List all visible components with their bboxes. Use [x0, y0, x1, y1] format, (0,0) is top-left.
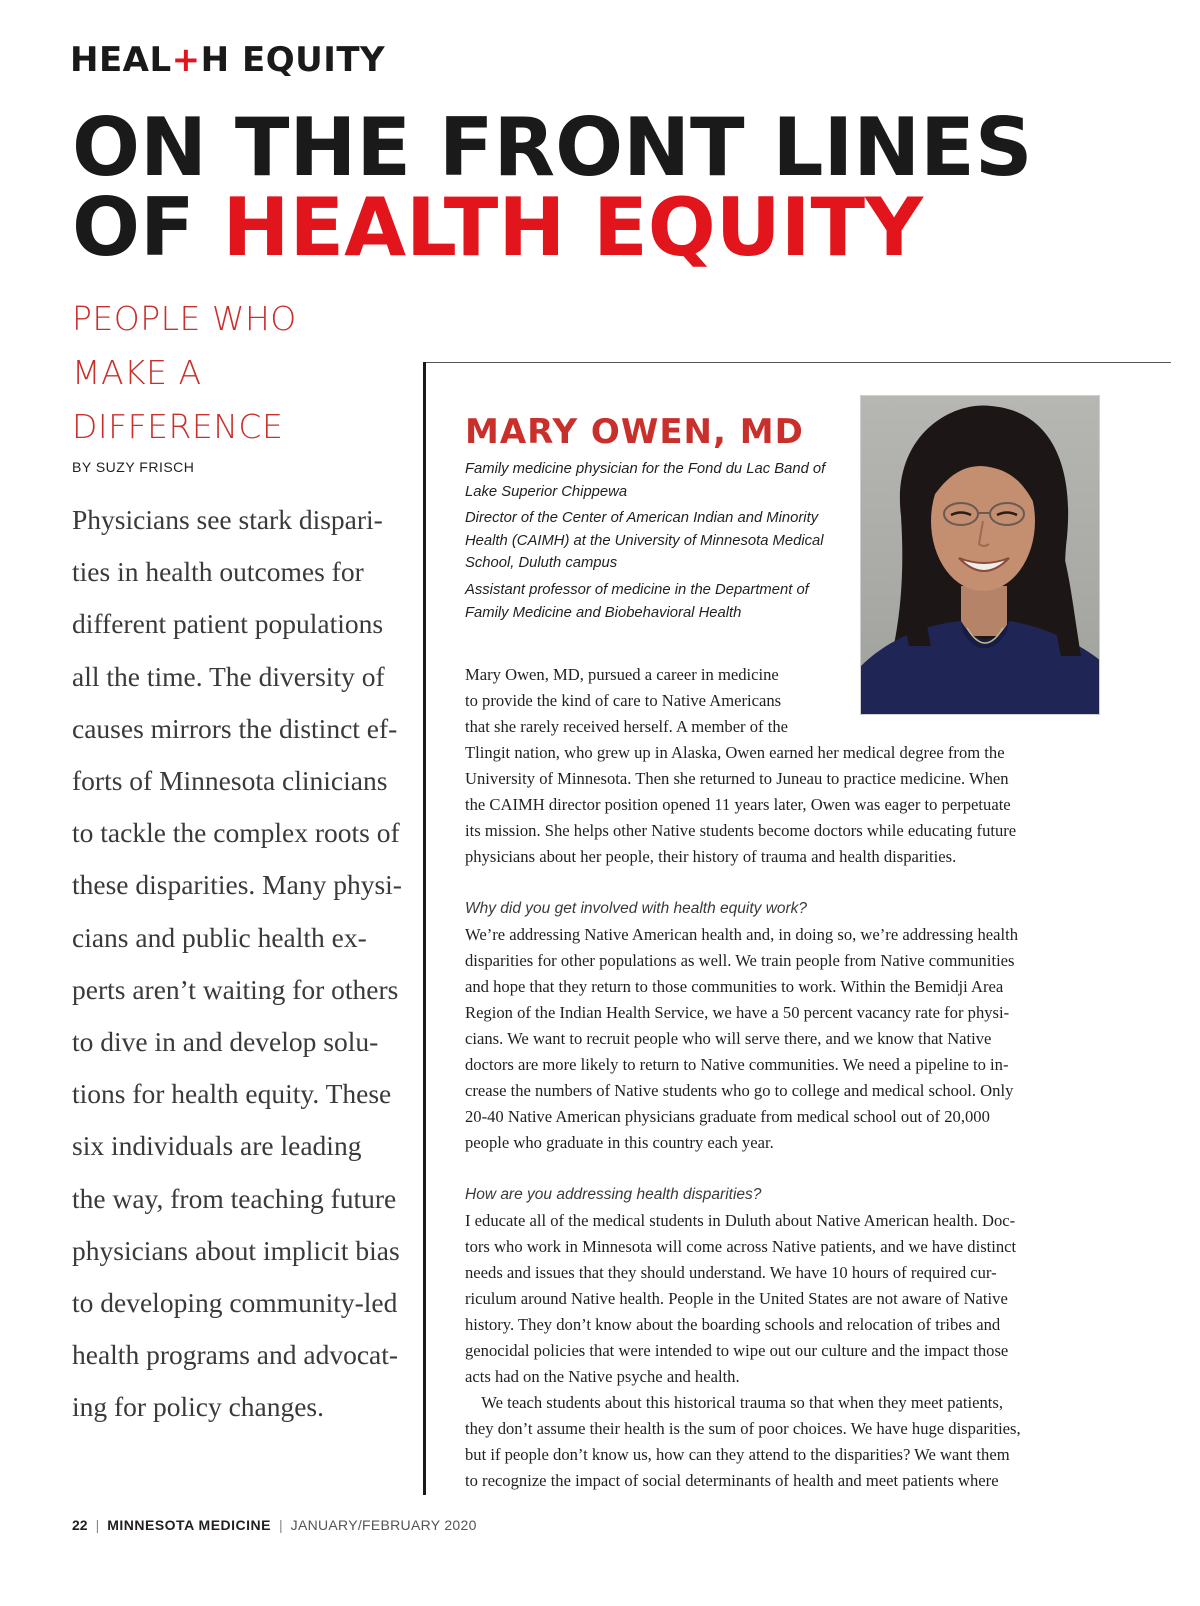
publication-name: MINNESOTA MEDICINE: [107, 1517, 271, 1533]
intro-line: cians and public health ex-: [72, 921, 367, 953]
answer-line: genocidal policies that were intended to wipe out our culture and the impact those: [465, 1341, 1009, 1360]
intro-line: Physicians see stark dispari-: [72, 504, 383, 535]
bio-line: its mission. She helps other Native students become doctors while educating future: [465, 821, 1017, 840]
intro-line: to dive in and develop solu-: [72, 1026, 379, 1058]
answer-line: history. They don’t know about the boarding schools and relocation of tribes and: [465, 1315, 1001, 1334]
intro-line: ing for policy changes.: [72, 1391, 325, 1423]
intro-line: to tackle the complex roots of: [72, 817, 400, 849]
bio-line: Tlingit nation, who grew up in Alaska, Owen earned her medical degree from the: [465, 743, 1005, 762]
intro-line: causes mirrors the distinct ef-: [72, 712, 398, 744]
intro-line: physicians about implicit bias: [72, 1234, 400, 1266]
intro-line: tions for health equity. These: [72, 1078, 392, 1110]
profile-title: [465, 507, 850, 575]
answer-line: but if people don’t know us, how can they attend to the disparities? We want them: [465, 1445, 1010, 1464]
intro-line: different patient populations: [72, 608, 384, 640]
page-footer: [72, 1517, 477, 1533]
profile-titles: [465, 458, 850, 628]
bio-line: to provide the kind of care to Native Americans: [465, 691, 782, 710]
page-number: 22: [72, 1517, 88, 1533]
profile-title-line: Health (CAIMH) at the University of Minnesota Medical: [465, 532, 824, 549]
headline-highlight: HEALTH EQUITY: [222, 181, 924, 274]
profile-name: MARY OWEN, MD: [465, 412, 804, 452]
answer-line: crease the numbers of Native students who go to college and medical school. Only: [465, 1081, 1014, 1100]
issue-date: JANUARY/FEBRUARY 2020: [290, 1517, 477, 1533]
answer-line: tors who work in Minnesota will come across Native patients, and we have distinct: [465, 1237, 1017, 1256]
vertical-divider: [423, 362, 426, 1495]
answer-line: needs and issues that they should understand. We have 10 hours of required cur-: [465, 1263, 997, 1282]
profile-title-line: Family medicine physician for the Fond du Lac Band of: [465, 461, 826, 477]
answer-line: acts had on the Native psyche and health.: [465, 1367, 740, 1386]
kicker-line: MAKE A: [72, 353, 202, 392]
bio-line: University of Minnesota. Then she returned to Juneau to practice medicine. When: [465, 769, 1009, 788]
bio-line: that she rarely received herself. A member of the: [465, 717, 788, 736]
intro-line: six individuals are leading: [72, 1130, 362, 1162]
kicker-line: PEOPLE WHO: [72, 299, 297, 338]
footer-separator: |: [279, 1517, 283, 1533]
bio-line: Mary Owen, MD, pursued a career in medicine: [465, 665, 779, 684]
answer-line: We’re addressing Native American health and, in doing so, we’re addressing health: [465, 925, 1018, 944]
profile-title-line: Lake Superior Chippewa: [465, 483, 628, 500]
profile-title: [465, 579, 850, 624]
footer-separator: |: [95, 1517, 100, 1533]
intro-line: the way, from teaching future: [72, 1182, 397, 1214]
horizontal-divider: [423, 362, 1171, 363]
answer-line: to recognize the impact of social determinants of health and meet patients where: [465, 1471, 999, 1490]
answer-line: they don’t assume their health is the sum of poor choices. We have huge disparities,: [465, 1419, 1021, 1438]
paragraph-gap: [465, 870, 1095, 896]
answer-line: disparities for other populations as well. We train people from Native communities: [465, 951, 1015, 970]
section-tag: [70, 42, 385, 78]
profile-title-line: Family Medicine and Biobehavioral Health: [465, 604, 742, 621]
kicker: [72, 292, 412, 454]
answer-line: cians. We want to recruit people who will serve there, and we know that Native: [465, 1029, 992, 1048]
headline-line2: [72, 181, 1172, 274]
cross-icon: +: [171, 40, 201, 80]
profile-title-line: School, Duluth campus: [465, 555, 618, 572]
kicker-line: DIFFERENCE: [72, 407, 284, 446]
paragraph-gap: [465, 1156, 1095, 1182]
profile-title: [465, 458, 850, 503]
intro-line: all the time. The diversity of: [72, 660, 385, 692]
answer-line: riculum around Native health. People in the United States are not aware of Native: [465, 1289, 1008, 1308]
headline-line1: ON THE FRONT LINES: [72, 101, 1033, 194]
answer-line: doctors are more likely to return to Native communities. We need a pipeline to in-: [465, 1055, 1009, 1074]
section-tag-part1: HEAL: [70, 40, 172, 80]
bio-line: physicians about her people, their history of trauma and health disparities.: [465, 847, 957, 866]
headline-line2-prefix: OF: [72, 181, 223, 274]
intro-line: health programs and advocat-: [72, 1339, 399, 1371]
profile-title-line: Director of the Center of American Indian and Minority: [465, 510, 819, 527]
intro-paragraph: [72, 494, 402, 1434]
answer-line: I educate all of the medical students in Duluth about Native American health. Doc-: [465, 1211, 1016, 1230]
byline: BY SUZY FRISCH: [72, 459, 195, 475]
page-title: [72, 101, 1172, 274]
answer-line: 20-40 Native American physicians graduate from medical school out of 20,000: [465, 1107, 990, 1126]
interview-question: Why did you get involved with health equity work?: [465, 900, 808, 917]
intro-line: perts aren’t waiting for others: [72, 973, 399, 1005]
answer-line: We teach students about this historical trauma so that when they meet patients,: [465, 1393, 1003, 1412]
intro-line: forts of Minnesota clinicians: [72, 765, 388, 797]
intro-line: ties in health outcomes for: [72, 556, 364, 588]
intro-line: to developing community-led: [72, 1287, 398, 1319]
answer-line: and hope that they return to those communities to work. Within the Bemidji Area: [465, 977, 1004, 996]
answer-line: Region of the Indian Health Service, we have a 50 percent vacancy rate for physi-: [465, 1003, 1010, 1022]
answer-line: people who graduate in this country each year.: [465, 1133, 774, 1152]
bio-line: the CAIMH director position opened 11 years later, Owen was eager to perpetuate: [465, 795, 1011, 814]
section-tag-part2: H EQUITY: [200, 40, 386, 80]
article-body: [465, 662, 1095, 1494]
profile-title-line: Assistant professor of medicine in the Department of: [465, 581, 809, 598]
intro-line: these disparities. Many physi-: [72, 869, 402, 901]
interview-question: How are you addressing health disparities?: [465, 1186, 762, 1203]
